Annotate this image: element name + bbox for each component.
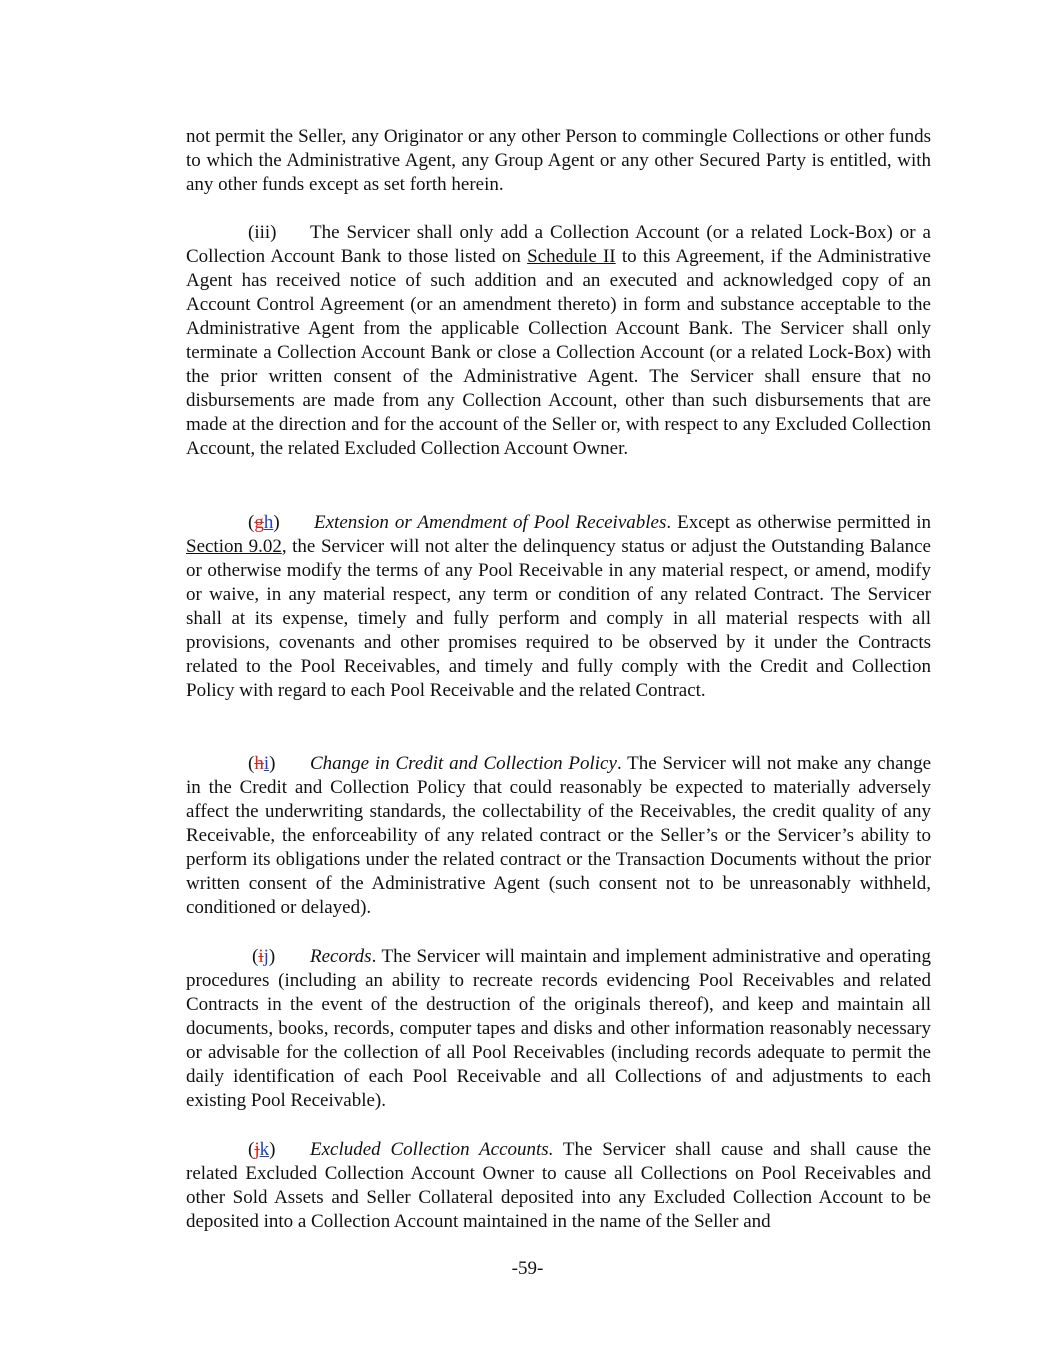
section-heading: Extension or Amendment of Pool Receivables: [314, 512, 667, 533]
paragraph-text: . Except as otherwise permitted in: [666, 512, 931, 533]
paragraph-h: [186, 511, 931, 703]
paragraph-text: The Servicer shall only add a Collection Account (or a related Lock-Box) or a Collection Account Bank to those listed on: [186, 222, 931, 267]
paragraph-text: . The Servicer will not make any change in the Credit and Collection Policy that could reasonably be expected to materially adversely affect the underwriting standards, the collectability of the Receivables, the credit quality of any Receivable, the enforceability of any related contract or the Seller’s or the Servicer’s ability to perform its obligations under the related contract or the Transaction Documents without the prior written consent of the Administrative Agent (such consent not to be unreasonably withheld, conditioned or delayed).: [186, 753, 932, 918]
inserted-letter: h: [263, 512, 274, 533]
section-reference: Section 9.02: [186, 536, 282, 557]
paragraph-continuation: [186, 125, 931, 197]
inserted-letter: k: [259, 1139, 270, 1160]
paragraph-iii: [186, 221, 931, 461]
paragraph-text: The Servicer shall cause and shall cause the related Excluded Collection Account Owner to cause all Collections on Pool Receivables and other Sold Assets and Seller Collateral deposited into any Excluded Collection Account to be deposited into a Collection Account maintained in the name of the Seller and: [186, 1139, 931, 1232]
deleted-letter: i: [258, 946, 264, 967]
inserted-letter: i: [263, 753, 270, 774]
clause-number: (iii): [248, 222, 277, 243]
schedule-reference: Schedule II: [527, 246, 616, 267]
paragraph-k: [186, 1138, 931, 1234]
clause-label: (ij): [252, 946, 276, 967]
section-heading: Excluded Collection Accounts.: [310, 1139, 554, 1160]
deleted-letter: h: [254, 753, 264, 774]
clause-label: (gh): [248, 512, 280, 533]
paragraph-i: [186, 752, 931, 920]
page-number: -59-: [511, 1258, 544, 1279]
paragraph-text: not permit the Seller, any Originator or any other Person to commingle Collections or other funds to which the Administrative Agent, any Group Agent or any other Secured Party is entitled, with any other funds except as set forth herein.: [186, 126, 931, 195]
paragraph-text: , the Servicer will not alter the delinquency status or adjust the Outstanding Balance or otherwise modify the terms of any Pool Receivable in any material respect, or amend, modify or waive, in any material respect, any term or condition of any related Contract. The Servicer shall at its expense, timely and fully perform and comply in all material respects with all provisions, covenants and other promises required to be observed by it under the Contracts related to the Pool Receivables, and timely and fully comply with the Credit and Collection Policy with regard to each Pool Receivable and the related Contract.: [186, 536, 931, 701]
paragraph-text: to this Agreement, if the Administrative Agent has received notice of such addition and an executed and acknowledged copy of an Account Control Agreement (or an amendment thereto) in form and substance acceptable to the Administrative Agent from the applicable Collection Account Bank. The Servicer shall only terminate a Collection Account Bank or close a Collection Account (or a related Lock-Box) with the prior written consent of the Administrative Agent. The Servicer shall ensure that no disbursements are made from any Collection Account, other than such disbursements that are made at the direction and for the account of the Seller or, with respect to any Excluded Collection Account, the related Excluded Collection Account Owner.: [186, 246, 931, 459]
section-heading: Change in Credit and Collection Policy: [310, 753, 617, 774]
paragraph-text: . The Servicer will maintain and implement administrative and operating procedures (including an ability to recreate records evidencing Pool Receivables and related Contracts in the event of the destruction of the originals thereof), and keep and maintain all documents, books, records, computer tapes and disks and other information reasonably necessary or advisable for the collection of all Pool Receivables (including records adequate to permit the daily identification of each Pool Receivable and all Collections of and adjustments to each existing Pool Receivable).: [186, 946, 931, 1111]
inserted-letter: j: [263, 946, 269, 967]
deleted-letter: g: [254, 512, 264, 533]
clause-label: (hi): [248, 753, 276, 774]
deleted-letter: j: [254, 1139, 260, 1160]
paragraph-j: [186, 945, 931, 1113]
clause-label: (jk): [248, 1139, 276, 1160]
section-heading: Records: [310, 946, 372, 967]
